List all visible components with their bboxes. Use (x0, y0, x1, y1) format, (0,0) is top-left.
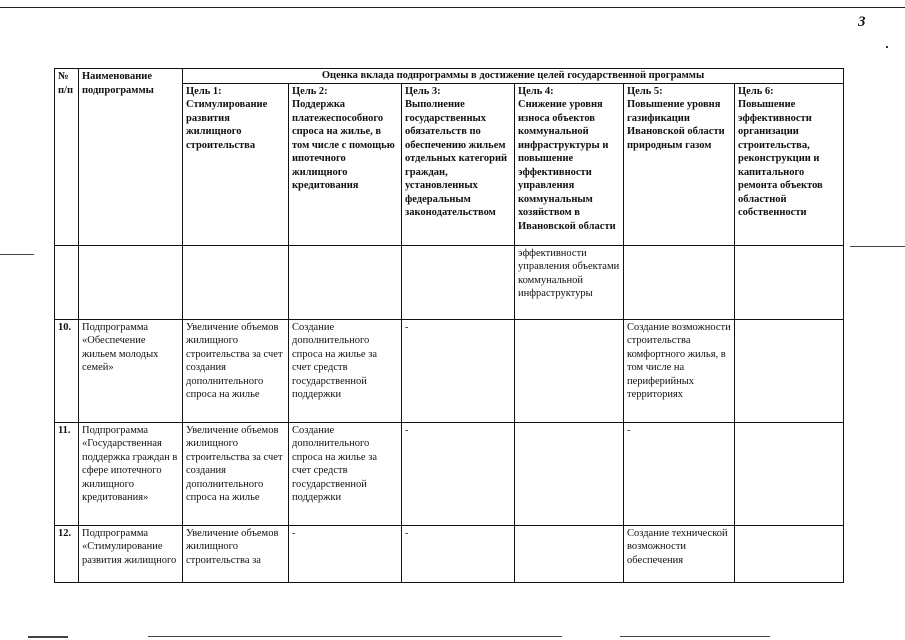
row-goal-5: Создание возможности строительства комфортного жилья, в том числе на периферийных территориях (624, 319, 735, 422)
row-subprogram-name: Подпрограмма «Государственная поддержка граждан в сфере ипотечного жилищного кредитования» (79, 422, 183, 525)
cell-empty (55, 245, 79, 319)
row-goal-1: Увеличение объемов жилищного строительства за счет создания дополнительного спроса на жилье (183, 319, 289, 422)
header-goal-2 (289, 83, 402, 245)
scan-speck (886, 46, 888, 48)
program-contribution-table (54, 68, 844, 583)
cell-empty (183, 245, 289, 319)
row-goal-3: - (402, 422, 515, 525)
row-goal-6 (735, 319, 844, 422)
scan-line-bottom-1 (28, 636, 68, 638)
scan-line-left (0, 254, 34, 255)
row-goal-6 (735, 422, 844, 525)
header-goal-3 (402, 83, 515, 245)
goal-title: Цель 5: (627, 85, 663, 97)
goal-text: Повышение уровня газификации Ивановской области природным газом (627, 99, 725, 151)
cell-empty (289, 245, 402, 319)
row-goal-5: - (624, 422, 735, 525)
goal-text: Снижение уровня износа объектов коммунальной инфраструктуры и повышение эффективности управления коммунальным хозяйством в Ивановской области (518, 99, 616, 232)
row-goal-1: Увеличение объемов жилищного строительства за (183, 525, 289, 582)
row-goal-3: - (402, 319, 515, 422)
row-goal-6 (735, 525, 844, 582)
page-number: 3 (858, 14, 866, 30)
goal-text: Стимулирование развития жилищного строительства (186, 99, 268, 151)
row-goal-2: Создание дополнительного спроса на жилье за счет средств государственной поддержки (289, 319, 402, 422)
goal-title: Цель 2: (292, 85, 328, 97)
row-number: 11. (55, 422, 79, 525)
scan-line-bottom-3 (620, 636, 770, 637)
row-goal-2: Создание дополнительного спроса на жилье за счет средств государственной поддержки (289, 422, 402, 525)
row-goal-2: - (289, 525, 402, 582)
cell-empty (79, 245, 183, 319)
scan-line-right (850, 246, 905, 247)
header-goal-4 (515, 83, 624, 245)
goal-title: Цель 6: (738, 85, 774, 97)
table-row (55, 319, 844, 422)
row-subprogram-name: Подпрограмма «Стимулирование развития жилищного (79, 525, 183, 582)
cell-empty (402, 245, 515, 319)
cell-empty (735, 245, 844, 319)
goal-title: Цель 3: (405, 85, 441, 97)
header-subprogram-name: Наименование подпрограммы (79, 69, 183, 246)
scan-line-bottom-2 (148, 636, 562, 637)
table-row (55, 422, 844, 525)
goal-text: Повышение эффективности организации строительства, реконструкции и капитального ремонта объектов областной собственности (738, 99, 823, 218)
row-goal-4 (515, 319, 624, 422)
goal-text: Выполнение государственных обязательств по обеспечению жильем отдельных категорий граждан, установленных федеральным законодательством (405, 99, 508, 218)
top-border-line (0, 7, 905, 8)
table-row (55, 525, 844, 582)
goal-title: Цель 4: (518, 85, 554, 97)
row-goal-4 (515, 525, 624, 582)
cell-empty (624, 245, 735, 319)
row-goal-3: - (402, 525, 515, 582)
header-goal-1 (183, 83, 289, 245)
row-goal-1: Увеличение объемов жилищного строительства за счет создания дополнительного спроса на жилье (183, 422, 289, 525)
goal-title: Цель 1: (186, 85, 222, 97)
header-goal-5 (624, 83, 735, 245)
header-number: № п/п (55, 69, 79, 246)
row-number: 10. (55, 319, 79, 422)
row-number: 12. (55, 525, 79, 582)
header-goal-6 (735, 83, 844, 245)
row-subprogram-name: Подпрограмма «Обеспечение жильем молодых семей» (79, 319, 183, 422)
row-goal-5: Создание технической возможности обеспечения (624, 525, 735, 582)
continuation-row (55, 245, 844, 319)
row-goal-4 (515, 422, 624, 525)
header-goal-contribution: Оценка вклада подпрограммы в достижение целей государственной программы (183, 69, 844, 84)
header-row-1 (55, 69, 844, 84)
cell-goal4-continuation: эффективности управления объектами коммунальной инфраструктуры (515, 245, 624, 319)
goal-text: Поддержка платежеспособного спроса на жилье, в том числе с помощью ипотечного жилищного кредитования (292, 99, 395, 191)
